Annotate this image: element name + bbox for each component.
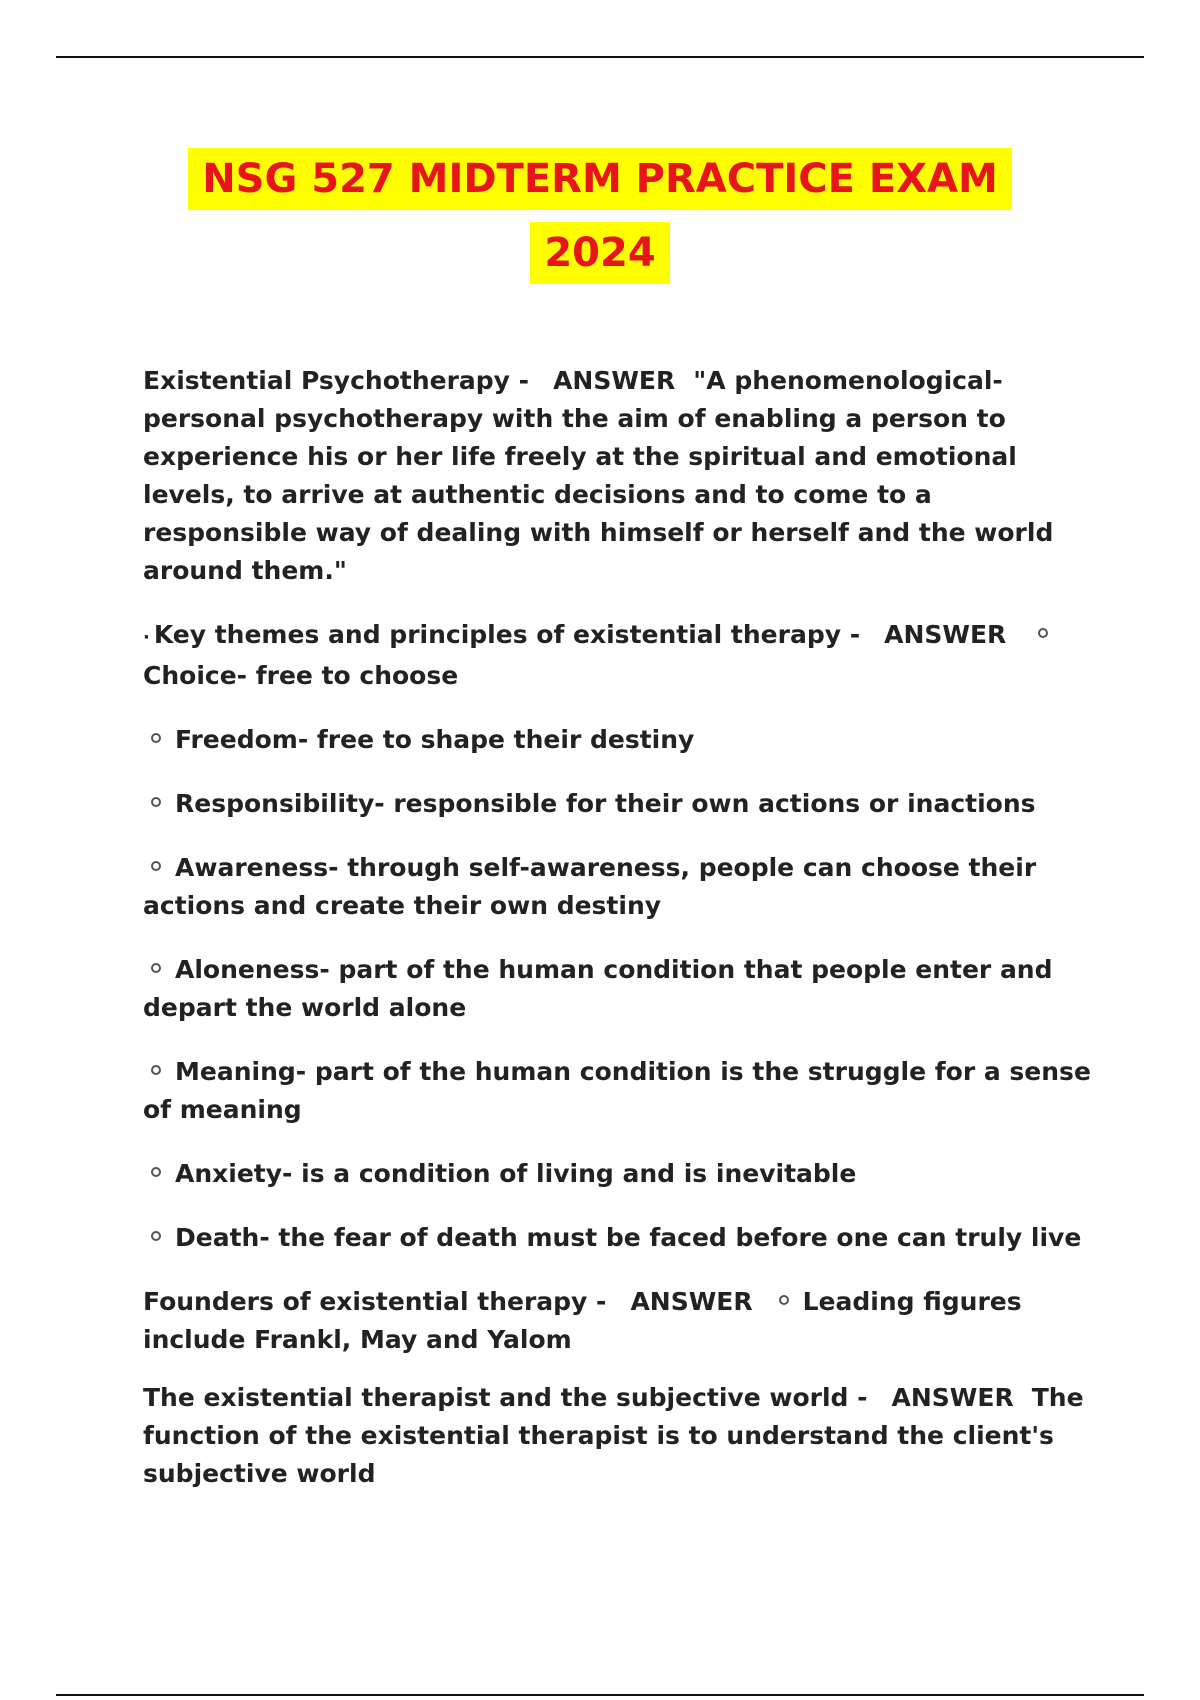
bullet-item [143, 1155, 1093, 1193]
answer-label: ANSWER [884, 620, 1007, 649]
bottom-rule [56, 1694, 1144, 1696]
bullet-text: Meaning- part of the human condition is the struggle for a sense of meaning [143, 1057, 1091, 1124]
question-text: Founders of existential therapy - [143, 1287, 607, 1316]
qa-entry [143, 1283, 1093, 1359]
bullet-ring-icon [1038, 628, 1048, 638]
lead-dot-icon: · [143, 627, 150, 648]
bullet-ring-icon [779, 1295, 789, 1305]
bullet-item [143, 849, 1093, 925]
bullet-ring-icon [151, 797, 161, 807]
answer-label: ANSWER [891, 1383, 1014, 1412]
answer-text: Choice- free to choose [143, 661, 459, 690]
bullet-item [143, 1053, 1093, 1129]
bullet-ring-icon [151, 963, 161, 973]
answer-text: include Frankl, May and Yalom [143, 1325, 572, 1354]
bullet-text: Responsibility- responsible for their own actions or inactions [175, 789, 1036, 818]
qa-entry [143, 1379, 1093, 1493]
bullet-text: Anxiety- is a condition of living and is inevitable [175, 1159, 857, 1188]
bullet-text: Death- the fear of death must be faced before one can truly live [175, 1223, 1082, 1252]
bullet-ring-icon [151, 861, 161, 871]
top-rule [56, 56, 1144, 58]
bullet-ring-icon [151, 733, 161, 743]
answer-label: ANSWER [553, 366, 676, 395]
bullet-ring-icon [151, 1167, 161, 1177]
answer-label: ANSWER [630, 1287, 753, 1316]
bullet-item [143, 785, 1093, 823]
qa-entry [143, 362, 1093, 590]
title-line-2: 2024 [530, 222, 669, 284]
question-text: Key themes and principles of existential therapy - [153, 620, 861, 649]
document-body [143, 362, 1093, 1513]
bullet-ring-icon [151, 1231, 161, 1241]
bullet-ring-icon [151, 1065, 161, 1075]
answer-first: "A [693, 366, 726, 395]
question-text: The existential therapist and the subjective world - [143, 1383, 868, 1412]
bullet-text: Aloneness- part of the human condition that people enter and depart the world alone [143, 955, 1053, 1022]
question-text: Existential Psychotherapy - [143, 366, 530, 395]
document-title [0, 142, 1200, 290]
qa-entry [143, 616, 1093, 695]
answer-text: phenomenological-personal psychotherapy with the aim of enabling a person to experience his or her life freely at the spiritual and emotional levels, to arrive at authentic decisions and to come to a responsible way of dealing with himself or herself and the world around them." [143, 366, 1054, 585]
title-line-1: NSG 527 MIDTERM PRACTICE EXAM [188, 148, 1012, 210]
bullet-item [143, 951, 1093, 1027]
answer-text: function of the existential therapist is to understand the client's subjective world [143, 1421, 1054, 1488]
bullet-item [143, 721, 1093, 759]
answer-first: Leading figures [802, 1287, 1022, 1316]
bullet-text: Freedom- free to shape their destiny [175, 725, 695, 754]
answer-first: The [1031, 1383, 1084, 1412]
bullet-text: Awareness- through self-awareness, people can choose their actions and create their own destiny [143, 853, 1037, 920]
bullet-item [143, 1219, 1093, 1257]
